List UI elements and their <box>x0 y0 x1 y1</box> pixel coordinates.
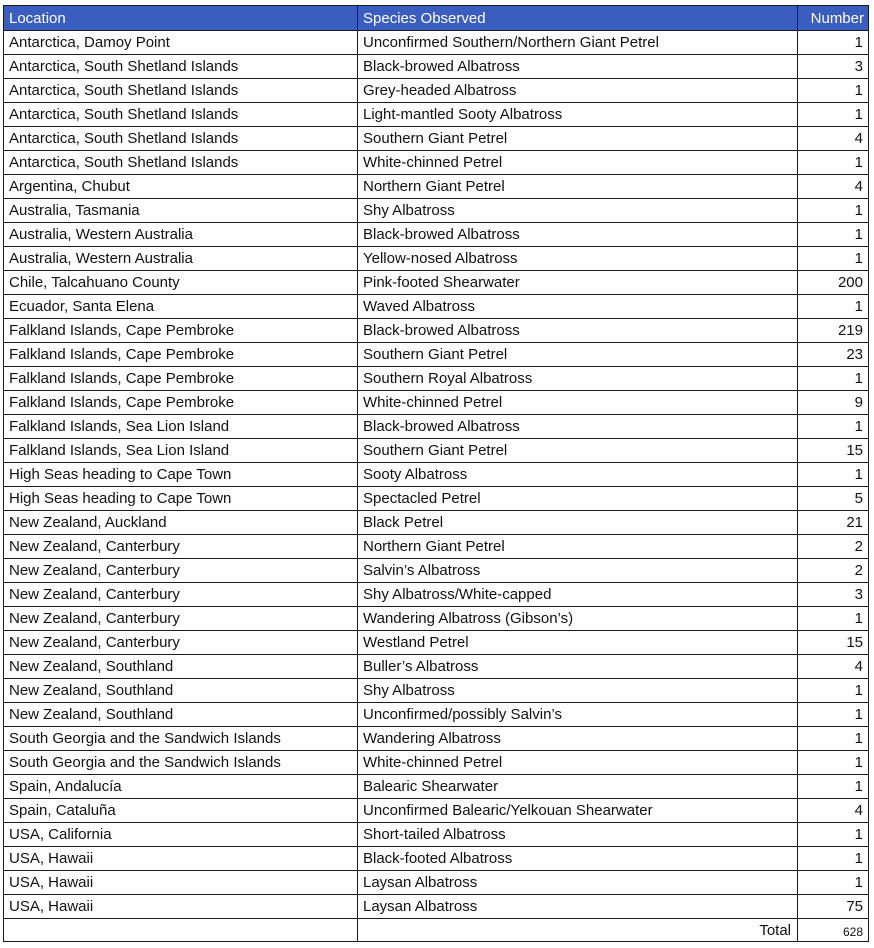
table-body <box>4 31 869 919</box>
location-cell[interactable]: Antarctica, Damoy Point <box>4 31 358 55</box>
number-cell[interactable]: 9 <box>798 391 869 415</box>
number-cell[interactable]: 21 <box>798 511 869 535</box>
location-cell[interactable]: Australia, Western Australia <box>4 247 358 271</box>
table-row <box>4 151 869 175</box>
species-cell[interactable]: Black-browed Albatross <box>358 223 798 247</box>
location-cell[interactable]: New Zealand, Auckland <box>4 511 358 535</box>
table-row <box>4 223 869 247</box>
table-row <box>4 343 869 367</box>
table-row <box>4 631 869 655</box>
location-cell[interactable]: New Zealand, Canterbury <box>4 583 358 607</box>
table-row <box>4 703 869 727</box>
location-cell[interactable]: Australia, Tasmania <box>4 199 358 223</box>
species-cell[interactable]: Balearic Shearwater <box>358 775 798 799</box>
table-row <box>4 79 869 103</box>
location-cell[interactable]: New Zealand, Southland <box>4 655 358 679</box>
table-row <box>4 463 869 487</box>
species-cell[interactable]: Northern Giant Petrel <box>358 535 798 559</box>
table-row <box>4 55 869 79</box>
species-cell[interactable]: Southern Giant Petrel <box>358 343 798 367</box>
location-cell[interactable]: Antarctica, South Shetland Islands <box>4 55 358 79</box>
species-cell[interactable]: Grey-headed Albatross <box>358 79 798 103</box>
total-value[interactable]: 628 <box>798 919 869 942</box>
species-cell[interactable]: Westland Petrel <box>358 631 798 655</box>
table-row <box>4 895 869 919</box>
header-row <box>4 6 869 31</box>
species-cell[interactable]: Light-mantled Sooty Albatross <box>358 103 798 127</box>
species-table-container <box>3 5 868 942</box>
table-row <box>4 487 869 511</box>
species-cell[interactable]: Sooty Albatross <box>358 463 798 487</box>
number-cell[interactable]: 1 <box>798 151 869 175</box>
table-row <box>4 247 869 271</box>
total-blank-cell[interactable] <box>4 919 358 942</box>
number-cell[interactable]: 1 <box>798 679 869 703</box>
number-cell[interactable]: 1 <box>798 607 869 631</box>
table-row <box>4 175 869 199</box>
number-cell[interactable]: 1 <box>798 727 869 751</box>
table-row <box>4 607 869 631</box>
location-cell[interactable]: New Zealand, Southland <box>4 703 358 727</box>
location-cell[interactable]: Spain, Andalucía <box>4 775 358 799</box>
number-cell[interactable]: 1 <box>798 295 869 319</box>
number-cell[interactable]: 2 <box>798 559 869 583</box>
table-row <box>4 559 869 583</box>
species-cell[interactable]: Laysan Albatross <box>358 895 798 919</box>
table-row <box>4 439 869 463</box>
number-cell[interactable]: 1 <box>798 751 869 775</box>
species-cell[interactable]: Laysan Albatross <box>358 871 798 895</box>
species-cell[interactable]: Wandering Albatross <box>358 727 798 751</box>
species-cell[interactable]: Black Petrel <box>358 511 798 535</box>
table-row <box>4 127 869 151</box>
species-cell[interactable]: Shy Albatross <box>358 679 798 703</box>
species-cell[interactable]: Black-browed Albatross <box>358 55 798 79</box>
table-row <box>4 775 869 799</box>
species-cell[interactable]: Black-browed Albatross <box>358 319 798 343</box>
location-cell[interactable]: USA, Hawaii <box>4 895 358 919</box>
location-cell[interactable]: Falkland Islands, Sea Lion Island <box>4 415 358 439</box>
table-row <box>4 415 869 439</box>
species-cell[interactable]: Pink-footed Shearwater <box>358 271 798 295</box>
species-table <box>3 5 869 942</box>
location-cell[interactable]: Antarctica, South Shetland Islands <box>4 79 358 103</box>
species-cell[interactable]: Black-footed Albatross <box>358 847 798 871</box>
number-cell[interactable]: 5 <box>798 487 869 511</box>
location-cell[interactable]: New Zealand, Canterbury <box>4 607 358 631</box>
table-row <box>4 295 869 319</box>
number-cell[interactable]: 15 <box>798 631 869 655</box>
table-row <box>4 535 869 559</box>
table-row <box>4 583 869 607</box>
table-row <box>4 103 869 127</box>
number-cell[interactable]: 2 <box>798 535 869 559</box>
location-cell[interactable]: USA, California <box>4 823 358 847</box>
number-cell[interactable]: 1 <box>798 703 869 727</box>
table-row <box>4 727 869 751</box>
table-row <box>4 679 869 703</box>
table-row <box>4 31 869 55</box>
number-cell[interactable]: 4 <box>798 127 869 151</box>
number-cell[interactable]: 1 <box>798 463 869 487</box>
number-cell[interactable]: 1 <box>798 79 869 103</box>
species-cell[interactable]: Spectacled Petrel <box>358 487 798 511</box>
number-cell[interactable]: 3 <box>798 55 869 79</box>
number-cell[interactable]: 1 <box>798 103 869 127</box>
table-row <box>4 823 869 847</box>
location-cell[interactable]: Ecuador, Santa Elena <box>4 295 358 319</box>
total-row <box>4 919 869 942</box>
number-cell[interactable]: 1 <box>798 847 869 871</box>
species-cell[interactable]: Salvin’s Albatross <box>358 559 798 583</box>
number-cell[interactable]: 1 <box>798 367 869 391</box>
species-cell[interactable]: Unconfirmed Southern/Northern Giant Petrel <box>358 31 798 55</box>
location-cell[interactable]: South Georgia and the Sandwich Islands <box>4 727 358 751</box>
number-header[interactable]: Number <box>798 6 869 31</box>
table-row <box>4 871 869 895</box>
location-header[interactable]: Location <box>4 6 358 31</box>
table-row <box>4 847 869 871</box>
location-cell[interactable]: South Georgia and the Sandwich Islands <box>4 751 358 775</box>
species-cell[interactable]: White-chinned Petrel <box>358 391 798 415</box>
location-cell[interactable]: Falkland Islands, Sea Lion Island <box>4 439 358 463</box>
species-cell[interactable]: Black-browed Albatross <box>358 415 798 439</box>
number-cell[interactable]: 219 <box>798 319 869 343</box>
number-cell[interactable]: 1 <box>798 247 869 271</box>
number-cell[interactable]: 1 <box>798 31 869 55</box>
number-cell[interactable]: 1 <box>798 223 869 247</box>
species-cell[interactable]: Waved Albatross <box>358 295 798 319</box>
species-cell[interactable]: Yellow-nosed Albatross <box>358 247 798 271</box>
location-cell[interactable]: Antarctica, South Shetland Islands <box>4 103 358 127</box>
species-cell[interactable]: Southern Giant Petrel <box>358 127 798 151</box>
number-cell[interactable]: 23 <box>798 343 869 367</box>
species-cell[interactable]: White-chinned Petrel <box>358 751 798 775</box>
total-label[interactable]: Total <box>358 919 798 942</box>
species-cell[interactable]: Northern Giant Petrel <box>358 175 798 199</box>
number-cell[interactable]: 15 <box>798 439 869 463</box>
location-cell[interactable]: Falkland Islands, Cape Pembroke <box>4 319 358 343</box>
table-row <box>4 511 869 535</box>
table-row <box>4 199 869 223</box>
number-cell[interactable]: 4 <box>798 799 869 823</box>
location-cell[interactable]: High Seas heading to Cape Town <box>4 487 358 511</box>
species-cell[interactable]: Unconfirmed/possibly Salvin’s <box>358 703 798 727</box>
species-cell[interactable]: Wandering Albatross (Gibson’s) <box>358 607 798 631</box>
number-cell[interactable]: 1 <box>798 775 869 799</box>
species-cell[interactable]: Unconfirmed Balearic/Yelkouan Shearwater <box>358 799 798 823</box>
species-header[interactable]: Species Observed <box>358 6 798 31</box>
location-cell[interactable]: New Zealand, Canterbury <box>4 535 358 559</box>
location-cell[interactable]: Antarctica, South Shetland Islands <box>4 127 358 151</box>
location-cell[interactable]: New Zealand, Southland <box>4 679 358 703</box>
location-cell[interactable]: Spain, Cataluña <box>4 799 358 823</box>
location-cell[interactable]: New Zealand, Canterbury <box>4 559 358 583</box>
number-cell[interactable]: 200 <box>798 271 869 295</box>
location-cell[interactable]: Falkland Islands, Cape Pembroke <box>4 343 358 367</box>
number-cell[interactable]: 3 <box>798 583 869 607</box>
location-cell[interactable]: High Seas heading to Cape Town <box>4 463 358 487</box>
location-cell[interactable]: Chile, Talcahuano County <box>4 271 358 295</box>
number-cell[interactable]: 4 <box>798 175 869 199</box>
location-cell[interactable]: New Zealand, Canterbury <box>4 631 358 655</box>
table-row <box>4 799 869 823</box>
location-cell[interactable]: Falkland Islands, Cape Pembroke <box>4 391 358 415</box>
number-cell[interactable]: 4 <box>798 655 869 679</box>
number-cell[interactable]: 1 <box>798 823 869 847</box>
species-cell[interactable]: White-chinned Petrel <box>358 151 798 175</box>
table-row <box>4 391 869 415</box>
species-cell[interactable]: Short-tailed Albatross <box>358 823 798 847</box>
table-row <box>4 319 869 343</box>
species-cell[interactable]: Buller’s Albatross <box>358 655 798 679</box>
location-cell[interactable]: Argentina, Chubut <box>4 175 358 199</box>
species-cell[interactable]: Southern Giant Petrel <box>358 439 798 463</box>
species-cell[interactable]: Shy Albatross <box>358 199 798 223</box>
species-cell[interactable]: Shy Albatross/White-capped <box>358 583 798 607</box>
location-cell[interactable]: USA, Hawaii <box>4 871 358 895</box>
number-cell[interactable]: 1 <box>798 415 869 439</box>
location-cell[interactable]: Antarctica, South Shetland Islands <box>4 151 358 175</box>
location-cell[interactable]: Australia, Western Australia <box>4 223 358 247</box>
table-row <box>4 367 869 391</box>
table-row <box>4 655 869 679</box>
number-cell[interactable]: 75 <box>798 895 869 919</box>
location-cell[interactable]: Falkland Islands, Cape Pembroke <box>4 367 358 391</box>
table-row <box>4 271 869 295</box>
number-cell[interactable]: 1 <box>798 199 869 223</box>
species-cell[interactable]: Southern Royal Albatross <box>358 367 798 391</box>
table-row <box>4 751 869 775</box>
location-cell[interactable]: USA, Hawaii <box>4 847 358 871</box>
number-cell[interactable]: 1 <box>798 871 869 895</box>
